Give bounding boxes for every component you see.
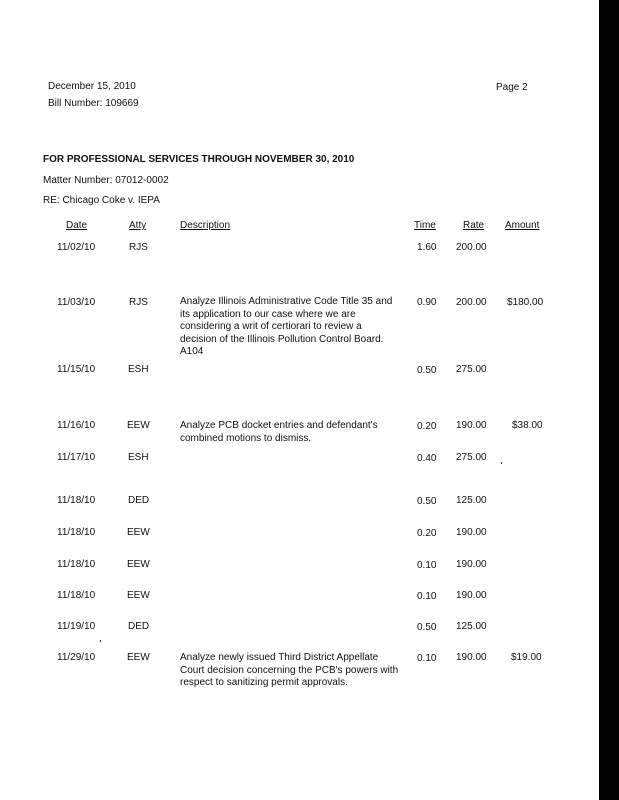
entry-time: 0.20	[417, 421, 437, 432]
column-header-amount: Amount	[505, 220, 540, 231]
entry-date: 11/18/10	[57, 495, 96, 506]
column-header-description: Description	[180, 220, 231, 231]
entry-date: 11/18/10	[57, 527, 96, 538]
column-header-date: Date	[66, 220, 88, 231]
entry-atty: RJS	[129, 242, 148, 253]
entry-time: 0.20	[417, 528, 437, 539]
scan-speck	[100, 640, 101, 642]
entry-amount: $19.00	[511, 652, 542, 663]
entry-atty: DED	[128, 495, 150, 506]
entry-date: 11/02/10	[57, 242, 96, 253]
entry-rate: 190.00	[456, 590, 487, 601]
entry-atty: ESH	[128, 364, 149, 375]
entry-rate: 190.00	[456, 420, 487, 431]
column-header-atty: Atty	[129, 220, 147, 231]
bill-number: Bill Number: 109669	[48, 98, 139, 109]
column-header-time: Time	[414, 220, 436, 231]
entry-atty: EEW	[127, 652, 150, 663]
entry-amount: $180.00	[507, 297, 544, 308]
bill-date: December 15, 2010	[48, 81, 136, 92]
entry-time: 0.10	[417, 560, 437, 571]
entry-atty: RJS	[129, 297, 148, 308]
entry-rate: 200.00	[456, 297, 487, 308]
entry-atty: EEW	[127, 420, 150, 431]
entry-atty: DED	[128, 621, 150, 632]
scan-speck	[501, 462, 502, 464]
page-number: Page 2	[496, 82, 528, 93]
entry-time: 0.50	[417, 622, 437, 633]
entry-rate: 125.00	[456, 621, 487, 632]
re-line: RE: Chicago Coke v. IEPA	[43, 195, 160, 206]
entry-time: 0.10	[417, 591, 437, 602]
entry-date: 11/18/10	[57, 590, 96, 601]
matter-number: Matter Number: 07012-0002	[43, 175, 169, 186]
entry-time: 0.90	[417, 297, 437, 308]
entry-rate: 190.00	[456, 652, 487, 663]
entry-description: Analyze PCB docket entries and defendant's combined motions to dismiss.	[180, 420, 378, 444]
entry-rate: 125.00	[456, 495, 487, 506]
entry-amount: $38.00	[512, 420, 543, 431]
entry-atty: EEW	[127, 559, 150, 570]
entry-date: 11/19/10	[57, 621, 96, 632]
entry-time: 0.40	[417, 453, 437, 464]
entry-time: 0.10	[417, 653, 437, 664]
entry-rate: 200.00	[456, 242, 487, 253]
entry-description: Analyze Illinois Administrative Code Title 35 and its application to our case where we are considering a writ of certiorari to review a decision of the Illinois Pollution Control Board. A104	[180, 296, 393, 357]
entry-atty: EEW	[127, 527, 150, 538]
column-header-rate: Rate	[463, 220, 485, 231]
services-title: FOR PROFESSIONAL SERVICES THROUGH NOVEMBER 30, 2010	[43, 154, 355, 165]
entry-date: 11/17/10	[57, 452, 96, 463]
entry-date: 11/03/10	[57, 297, 96, 308]
entry-rate: 275.00	[456, 452, 487, 463]
entry-time: 1.60	[417, 242, 437, 253]
entry-rate: 190.00	[456, 527, 487, 538]
entry-date: 11/15/10	[57, 364, 96, 375]
entry-date: 11/29/10	[57, 652, 96, 663]
entry-atty: EEW	[127, 590, 150, 601]
scan-edge-bar	[599, 0, 619, 800]
entry-atty: ESH	[128, 452, 149, 463]
entry-description: Analyze newly issued Third District Appellate Court decision concerning the PCB's powers with respect to sanitizing permit approvals.	[180, 652, 399, 688]
entry-rate: 275.00	[456, 364, 487, 375]
entry-time: 0.50	[417, 365, 437, 376]
entry-time: 0.50	[417, 496, 437, 507]
entry-rate: 190.00	[456, 559, 487, 570]
entry-date: 11/16/10	[57, 420, 96, 431]
entry-date: 11/18/10	[57, 559, 96, 570]
